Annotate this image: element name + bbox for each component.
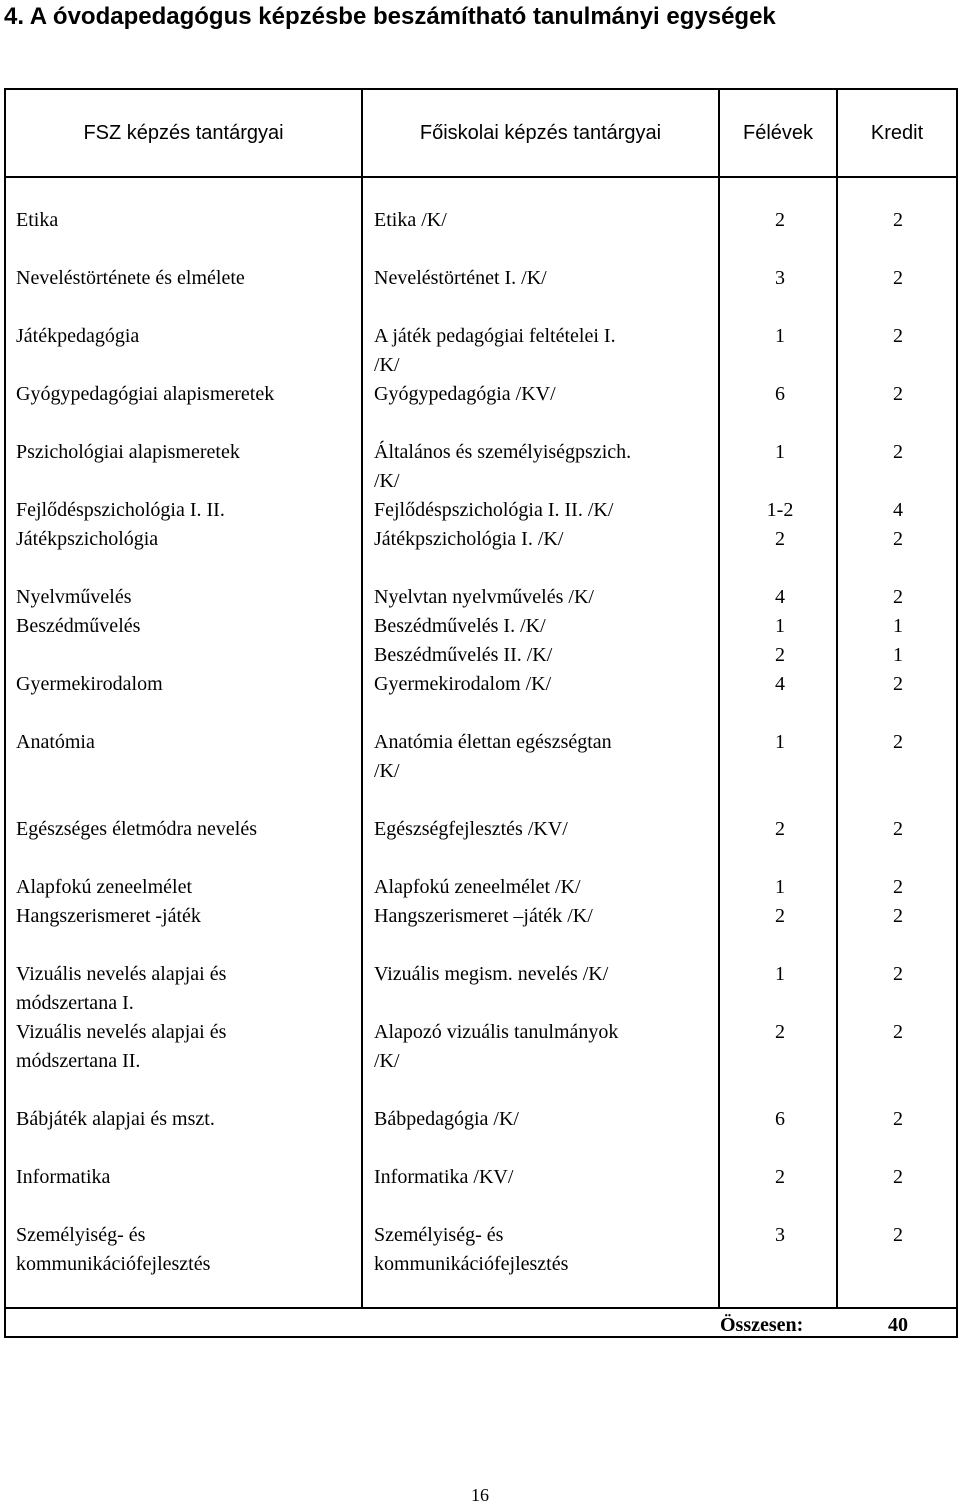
- credit-value: 2: [893, 1224, 903, 1246]
- semester-value: 6: [775, 1108, 785, 1130]
- fsz-subject: Fejlődéspszichológia I. II.: [16, 499, 225, 521]
- fsz-subject: módszertana II.: [16, 1050, 141, 1072]
- semester-value: 2: [775, 1021, 785, 1043]
- column-divider: [361, 90, 363, 1309]
- credit-value: 4: [893, 499, 903, 521]
- semester-value: 1: [775, 615, 785, 637]
- page-number: 16: [471, 1485, 489, 1505]
- credit-value: 2: [893, 1108, 903, 1130]
- credit-value: 2: [893, 876, 903, 898]
- college-subject: /K/: [374, 354, 400, 376]
- credit-value: 2: [893, 1021, 903, 1043]
- semester-value: 4: [775, 586, 785, 608]
- fsz-subject: kommunikációfejlesztés: [16, 1253, 211, 1275]
- fsz-subject: Vizuális nevelés alapjai és: [16, 1021, 227, 1043]
- college-subject: /K/: [374, 1050, 400, 1072]
- semester-value: 1: [775, 441, 785, 463]
- header-felevek: Félévek: [742, 122, 814, 144]
- semester-value: 1: [775, 876, 785, 898]
- college-subject: /K/: [374, 470, 400, 492]
- semester-value: 3: [775, 267, 785, 289]
- credit-value: 1: [893, 615, 903, 637]
- credit-value: 2: [893, 528, 903, 550]
- fsz-subject: Bábjáték alapjai és mszt.: [16, 1108, 215, 1130]
- college-subject: Nyelvtan nyelvművelés /K/: [374, 586, 594, 608]
- college-subject: Általános és személyiségpszich.: [374, 441, 632, 463]
- fsz-subject: Beszédművelés: [16, 615, 141, 637]
- college-subject: Hangszerismeret –játék /K/: [374, 905, 593, 927]
- credit-value: 2: [893, 673, 903, 695]
- semester-value: 2: [775, 209, 785, 231]
- fsz-subject: Informatika: [16, 1166, 111, 1188]
- semester-value: 2: [775, 905, 785, 927]
- fsz-subject: Pszichológiai alapismeretek: [16, 441, 240, 463]
- semester-value: 2: [775, 528, 785, 550]
- fsz-subject: Játékpszichológia: [16, 528, 159, 550]
- fsz-subject: Gyermekirodalom: [16, 673, 163, 695]
- credit-value: 2: [893, 586, 903, 608]
- semester-value: 2: [775, 818, 785, 840]
- fsz-subject: Etika: [16, 209, 59, 231]
- semester-value: 1: [775, 325, 785, 347]
- college-subject: Beszédművelés I. /K/: [374, 615, 546, 637]
- fsz-subject: Hangszerismeret -játék: [16, 905, 201, 927]
- subjects-table: [4, 88, 958, 1338]
- semester-value: 4: [775, 673, 785, 695]
- semester-value: 2: [775, 1166, 785, 1188]
- credit-value: 2: [893, 818, 903, 840]
- fsz-subject: Vizuális nevelés alapjai és: [16, 963, 227, 985]
- header-divider: [6, 176, 956, 178]
- college-subject: Anatómia élettan egészségtan: [374, 731, 612, 753]
- credit-value: 2: [893, 383, 903, 405]
- college-subject: /K/: [374, 760, 400, 782]
- credit-value: 2: [893, 731, 903, 753]
- fsz-subject: Egészséges életmódra nevelés: [16, 818, 258, 840]
- credit-value: 2: [893, 963, 903, 985]
- college-subject: Bábpedagógia /K/: [374, 1108, 519, 1130]
- credit-value: 2: [893, 441, 903, 463]
- credit-value: 2: [893, 267, 903, 289]
- fsz-subject: Játékpedagógia: [16, 325, 140, 347]
- college-subject: Alapozó vizuális tanulmányok: [374, 1021, 619, 1043]
- footer-divider: [6, 1307, 956, 1309]
- semester-value: 1: [775, 963, 785, 985]
- college-subject: Fejlődéspszichológia I. II. /K/: [374, 499, 614, 521]
- credit-value: 2: [893, 905, 903, 927]
- fsz-subject: Anatómia: [16, 731, 95, 753]
- credit-value: 2: [893, 325, 903, 347]
- fsz-subject: Személyiség- és: [16, 1224, 146, 1246]
- college-subject: Egészségfejlesztés /KV/: [374, 818, 568, 840]
- semester-value: 6: [775, 383, 785, 405]
- fsz-subject: módszertana I.: [16, 992, 134, 1014]
- college-subject: Alapfokú zeneelmélet /K/: [374, 876, 581, 898]
- total-label: Összesen:: [720, 1314, 804, 1336]
- credit-value: 1: [893, 644, 903, 666]
- college-subject: Beszédművelés II. /K/: [374, 644, 553, 666]
- semester-value: 1-2: [766, 499, 794, 521]
- college-subject: Gyógypedagógia /KV/: [374, 383, 556, 405]
- college-subject: A játék pedagógiai feltételei I.: [374, 325, 616, 347]
- college-subject: Játékpszichológia I. /K/: [374, 528, 564, 550]
- college-subject: Vizuális megism. nevelés /K/: [374, 963, 609, 985]
- semester-value: 3: [775, 1224, 785, 1246]
- semester-value: 1: [775, 731, 785, 753]
- fsz-subject: Gyógypedagógiai alapismeretek: [16, 383, 275, 405]
- college-subject: kommunikációfejlesztés: [374, 1253, 569, 1275]
- college-subject: Gyermekirodalom /K/: [374, 673, 552, 695]
- college-subject: Személyiség- és: [374, 1224, 504, 1246]
- credit-value: 2: [893, 1166, 903, 1188]
- college-subject: Informatika /KV/: [374, 1166, 514, 1188]
- header-fsz: FSZ képzés tantárgyai: [83, 122, 284, 144]
- total-value: 40: [888, 1314, 908, 1336]
- credit-value: 2: [893, 209, 903, 231]
- page-title: 4. A óvodapedagógus képzésbe beszámítható tanulmányi egységek: [4, 3, 776, 30]
- column-divider: [718, 90, 720, 1309]
- header-kredit: Kredit: [870, 122, 924, 144]
- fsz-subject: Alapfokú zeneelmélet: [16, 876, 193, 898]
- college-subject: Etika /K/: [374, 209, 447, 231]
- header-foiskola: Főiskolai képzés tantárgyai: [419, 122, 662, 144]
- semester-value: 2: [775, 644, 785, 666]
- fsz-subject: Nyelvművelés: [16, 586, 132, 608]
- fsz-subject: Neveléstörténete és elmélete: [16, 267, 245, 289]
- college-subject: Neveléstörténet I. /K/: [374, 267, 547, 289]
